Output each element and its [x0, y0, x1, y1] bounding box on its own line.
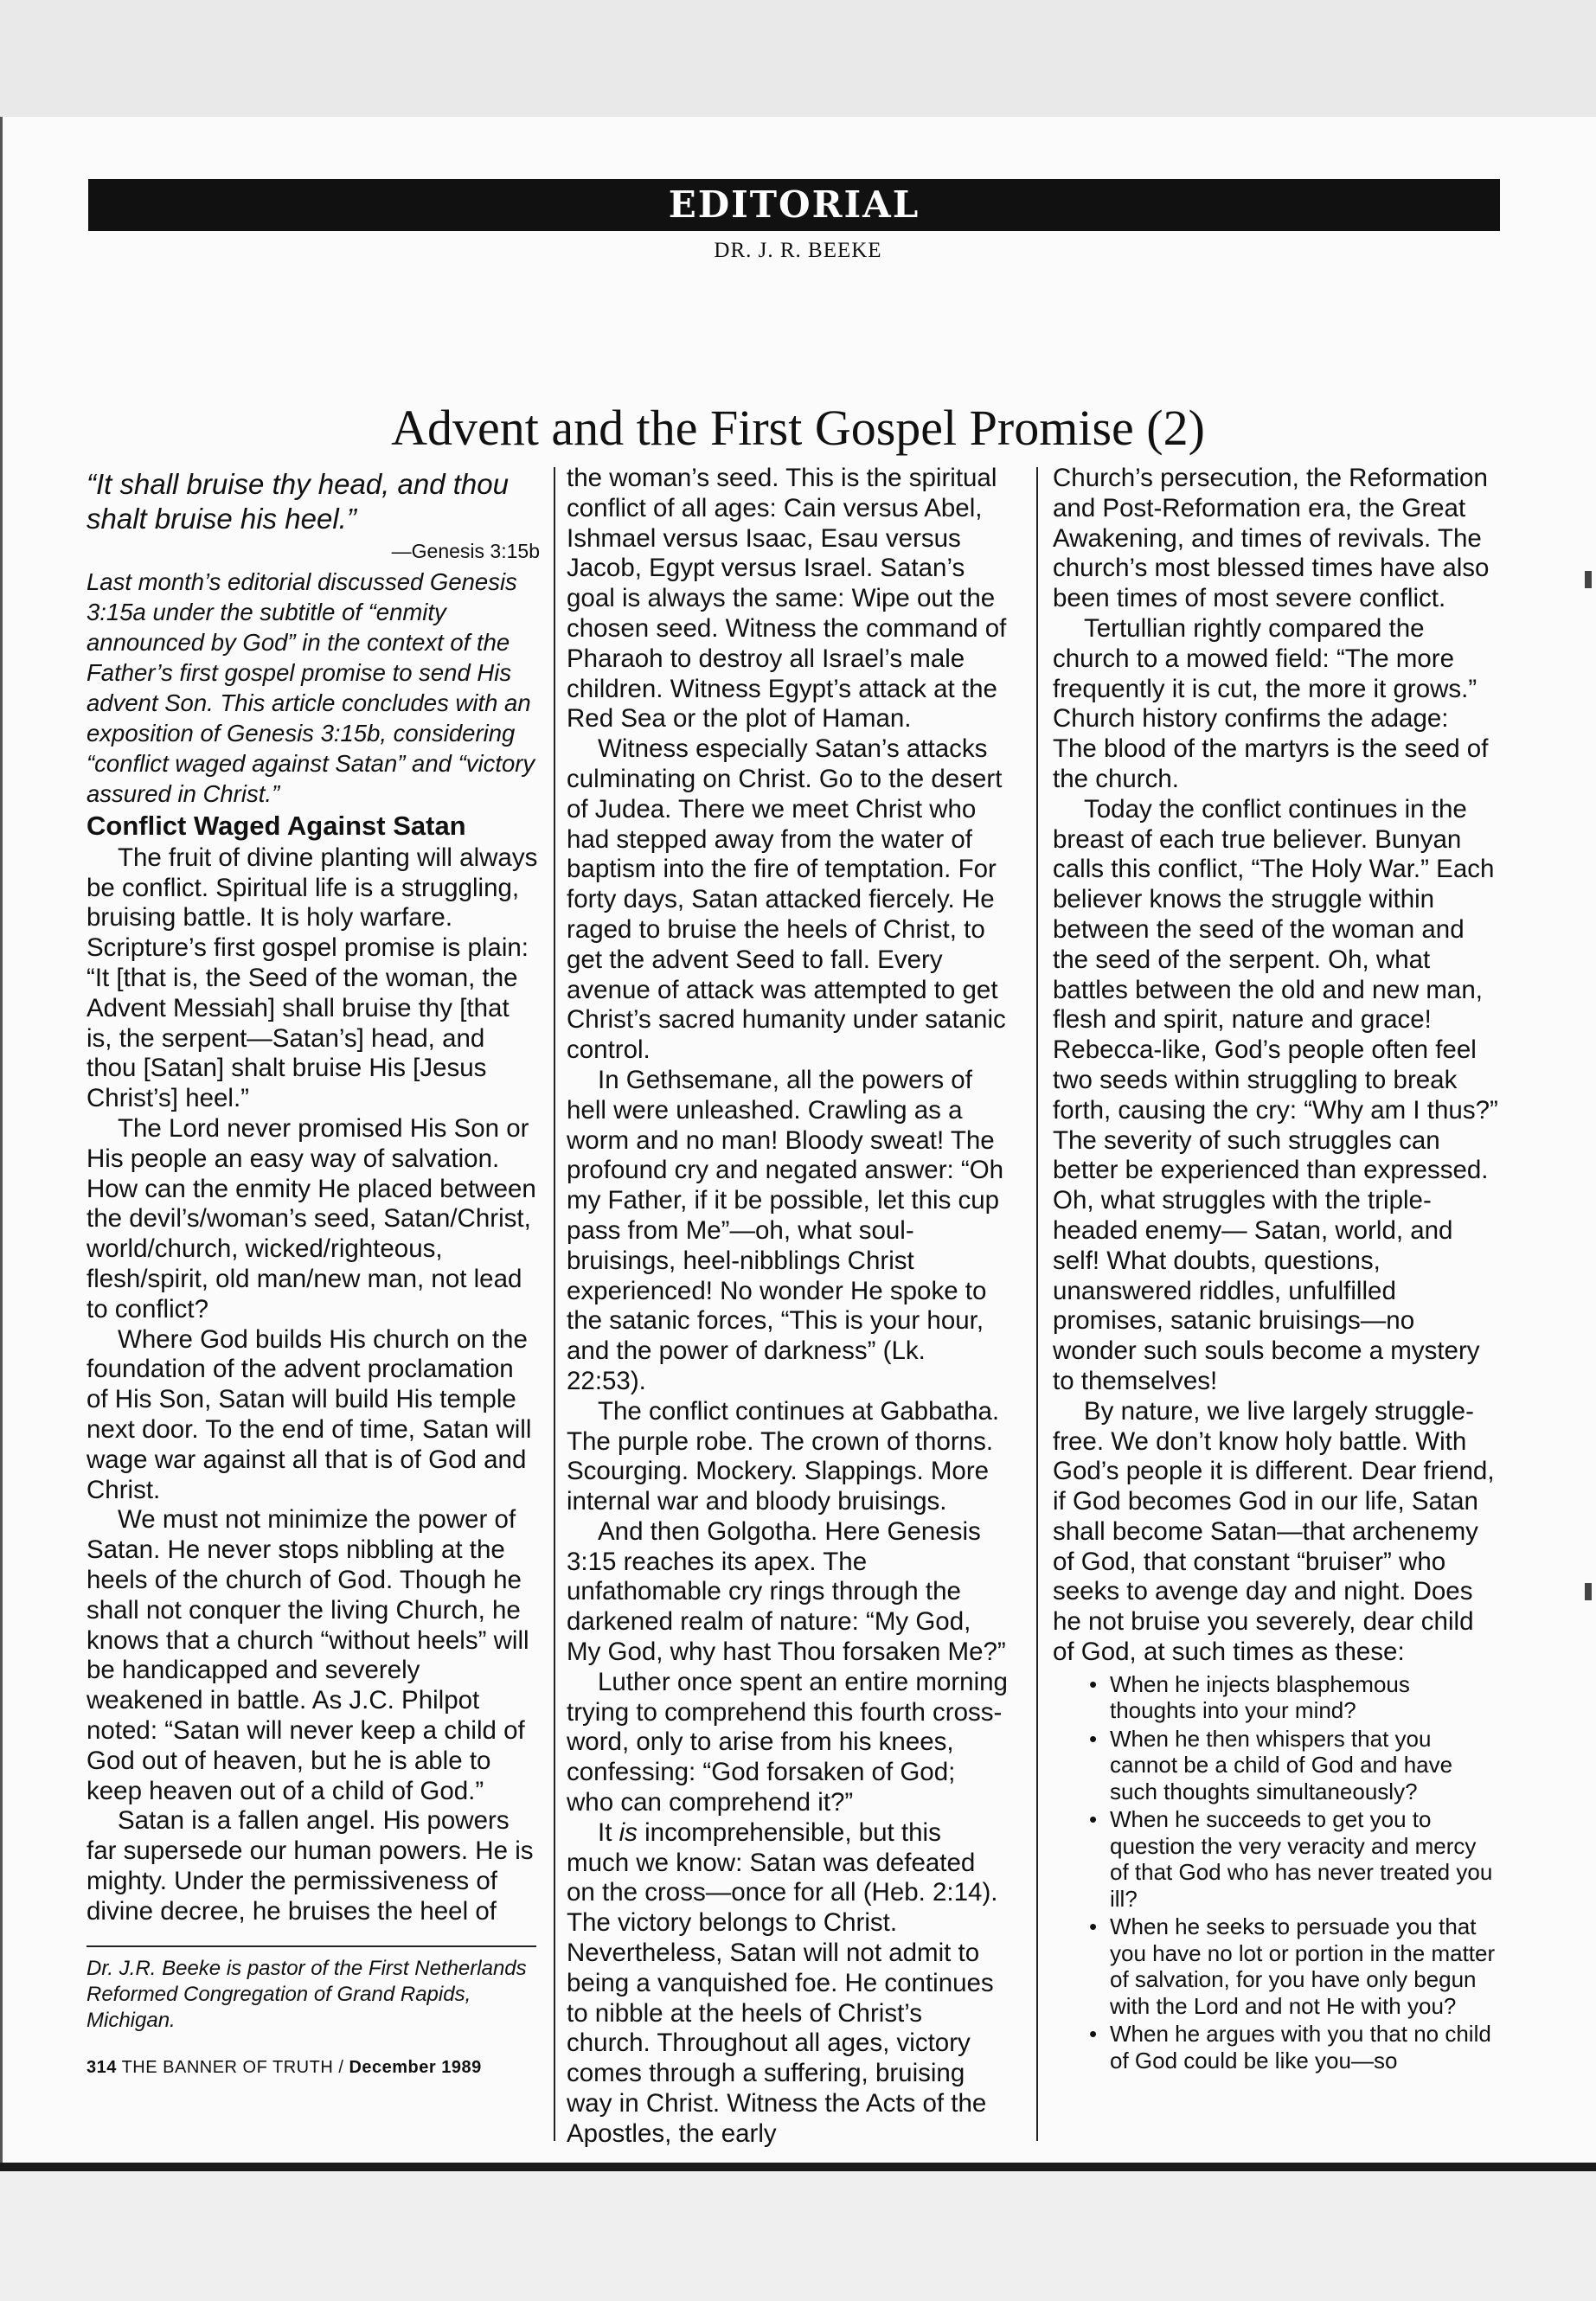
bullet-icon: •	[1089, 2021, 1098, 2048]
page-left-edge	[0, 117, 3, 2163]
article-title: Advent and the First Gospel Promise (2)	[391, 400, 1205, 456]
column-divider-2	[1036, 467, 1038, 2141]
column-2	[567, 464, 1008, 2150]
epigraph-quote: “It shall bruise thy head, and thou shalt bruise his heel.”	[87, 468, 509, 535]
list-item: • When he succeeds to get you to question the very veracity and mercy of that God who has never treated you ill?	[1089, 1806, 1493, 1912]
page-bottom-edge	[0, 2163, 1596, 2171]
paragraph: Satan is a fallen angel. His powers far supersede our human powers. He is mighty. Under the permissiveness of divine decree, he bruises the heel of	[87, 1806, 534, 1926]
section-heading: Conflict Waged Against Satan	[87, 810, 466, 841]
bullet-icon: •	[1089, 1725, 1098, 1752]
emphasis: is	[619, 1817, 638, 1847]
paragraph: And then Golgotha. Here Genesis 3:15 reaches its apex. The unfathomable cry rings through the darkened realm of nature: “My God, My God, why hast Thou forsaken Me?”	[567, 1516, 1006, 1667]
scan-edge-mark	[1585, 1583, 1592, 1600]
scan-edge-mark	[1585, 571, 1592, 588]
list-item: • When he injects blasphemous thoughts into your mind?	[1089, 1670, 1410, 1724]
paragraph: Today the conflict continues in the breast of each true believer. Bunyan calls this conflict, “The Holy War.” Each believer knows the struggle within between the seed of the woman and the seed of the serpent. Oh, what battles between the old and new man, flesh and spirit, nature and grace! Rebecca-like, God’s people often feel two seeds within struggling to break forth, causing the cry: “Why am I thus?” The severity of such struggles can better be experienced than expressed. Oh, what struggles with the triple-headed enemy— Satan, world, and self! What doubts, questions, unanswered riddles, unfulfilled promises, satanic bruisings—no wonder such souls become a mystery to themselves!	[1053, 794, 1498, 1395]
footnote-divider	[87, 1945, 536, 1947]
bullet-icon: •	[1089, 1806, 1098, 1833]
column-1	[87, 467, 540, 2083]
bullet-icon: •	[1089, 1913, 1098, 1940]
column-divider-1	[554, 467, 555, 2141]
paragraph: the woman’s seed. This is the spiritual conflict of all ages: Cain versus Abel, Ishmael versus Isaac, Esau versus Jacob, Egypt versus Israel. Satan’s goal is always the same: Wipe out the chosen seed. Witness the command of Pharaoh to destroy all Israel’s male children. Witness Egypt’s attack at the Red Sea or the plot of Haman.	[567, 464, 1007, 734]
epigraph-reference: —Genesis 3:15b	[391, 540, 540, 562]
page-footer	[87, 2053, 540, 2083]
paragraph: Luther once spent an entire morning trying to comprehend this fourth cross-word, only to arise from his knees, confessing: “God forsaken of God; who can comprehend it?”	[567, 1667, 1008, 1817]
page-number: 314	[87, 2058, 117, 2078]
paragraph: Church’s persecution, the Reformation and Post-Reformation era, the Great Awakening, and times of revivals. The church’s most blessed times have also been times of most severe conflict.	[1053, 464, 1490, 613]
paragraph: It is incomprehensible, but this much we know: Satan was defeated on the cross—once for all (Heb. 2:14). The victory belongs to Christ. Nevertheless, Satan will not admit to being a vanquished foe. He continues to nibble at the heels of Christ’s church. Throughout all ages, victory comes through a suffering, bruising way in Christ. Witness the Acts of the Apostles, the early	[567, 1817, 998, 2148]
column-3	[1053, 464, 1498, 2075]
paragraph: We must not minimize the power of Satan. He never stops nibbling at the heels of the church of God. Though he shall not conquer the living Church, he knows that a church “without heels” will be handicapped and severely weakened in battle. As J.C. Philpot noted: “Satan will never keep a child of God out of heaven, but he is able to keep heaven out of a child of God.”	[87, 1505, 529, 1805]
bullet-list	[1053, 1671, 1498, 2074]
author-byline: DR. J. R. BEEKE	[714, 239, 882, 262]
paragraph: The conflict continues at Gabbatha. The purple robe. The crown of thorns. Scourging. Mockery. Slappings. More internal war and bloody bruisings.	[567, 1396, 1000, 1516]
intro-paragraph: Last month’s editorial discussed Genesis 3:15a under the subtitle of “enmity announced by God” in the context of the Father’s first gospel promise to send His advent Son. This article concludes with an exposition of Genesis 3:15b, considering “conflict waged against Satan” and “victory assured in Christ.”	[87, 567, 535, 807]
author-footnote: Dr. J.R. Beeke is pastor of the First Netherlands Reformed Congregation of Grand Rapids, Michigan.	[87, 1957, 527, 2033]
publication-name: THE BANNER OF TRUTH /	[121, 2058, 344, 2078]
paragraph: Where God builds His church on the foundation of the advent proclamation of His Son, Satan will build His temple next door. To the end of time, Satan will wage war against all that is of God and Christ.	[87, 1324, 532, 1504]
list-item: • When he seeks to persuade you that you have no lot or portion in the matter of salvation, for you have only begun with the Lord and not He with you?	[1089, 1913, 1496, 2019]
paragraph: The Lord never promised His Son or His people an easy way of salvation. How can the enmity He placed between the devil’s/woman’s seed, Satan/Christ, world/church, wicked/righteous, flesh/spirit, old man/new man, not lead to conflict?	[87, 1113, 536, 1324]
paragraph: In Gethsemane, all the powers of hell were unleashed. Crawling as a worm and no man! Bloody sweat! The profound cry and negated answer: “Oh my Father, if it be possible, let this cup pass from Me”—oh, what soul-bruisings, heel-nibblings Christ experienced! No wonder He spoke to the satanic forces, “This is your hour, and the power of darkness” (Lk. 22:53).	[567, 1065, 1004, 1395]
page-top-margin	[0, 0, 1596, 117]
issue-date: December 1989	[349, 2058, 482, 2078]
paragraph: The fruit of divine planting will always be conflict. Spiritual life is a struggling, bruising battle. It is holy warfare. Scripture’s first gospel promise is plain: “It [that is, the Seed of the woman, the Advent Messiah] shall bruise thy [that is, the serpent—Satan’s] head, and thou [Satan] shalt bruise His [Jesus Christ’s] heel.”	[87, 843, 538, 1113]
page-bottom-margin	[0, 2171, 1596, 2301]
section-banner: EDITORIAL	[88, 179, 1500, 231]
paragraph: Witness especially Satan’s attacks culminating on Christ. Go to the desert of Judea. There we meet Christ who had stepped away from the water of baptism into the fire of temptation. For forty days, Satan attacked fiercely. He raged to bruise the heels of Christ, to get the advent Seed to fall. Every avenue of attack was attempted to get Christ’s sacred humanity under satanic control.	[567, 734, 1006, 1065]
paragraph: Tertullian rightly compared the church to a mowed field: “The more frequently it is cut, the more it grows.” Church history confirms the adage: The blood of the martyrs is the seed of the church.	[1053, 613, 1489, 793]
list-item: • When he then whispers that you cannot be a child of God and have such thoughts simultaneously?	[1089, 1725, 1453, 1804]
bullet-icon: •	[1089, 1670, 1098, 1697]
list-item: • When he argues with you that no child of God could be like you—so	[1089, 2021, 1491, 2073]
paragraph: By nature, we live largely struggle-free. We don’t know holy battle. With God’s people it is different. Dear friend, if God becomes God in our life, Satan shall become Satan—that archenemy of God, that constant “bruiser” who seeks to avenge day and night. Does he not bruise you severely, dear child of God, at such times as these:	[1053, 1396, 1495, 1667]
